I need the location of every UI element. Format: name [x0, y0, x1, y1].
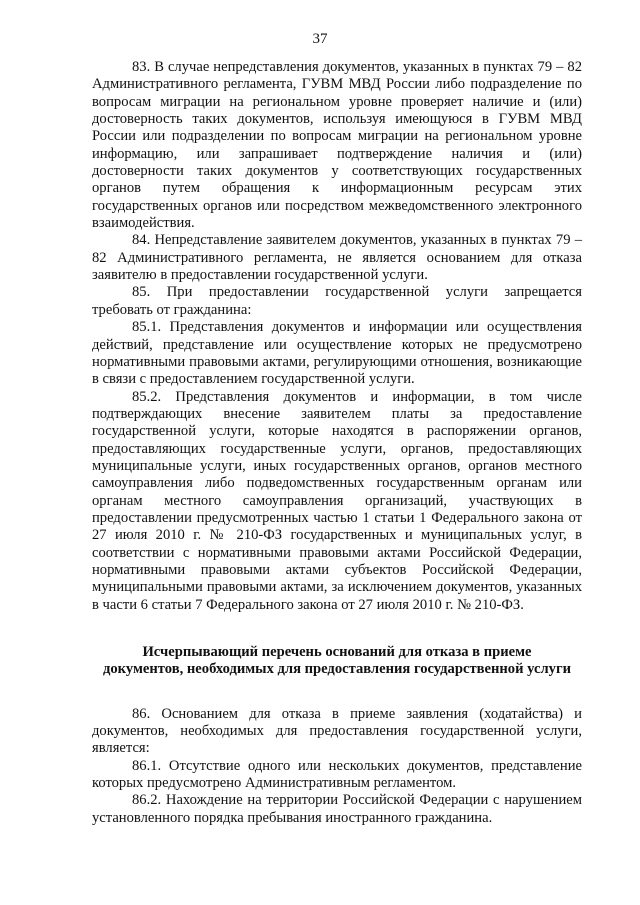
paragraph-85: 85. При предоставлении государственной услуги запрещается требовать от гражданина:: [92, 284, 582, 318]
section-heading: [92, 644, 582, 679]
paragraph-84: 84. Непредставление заявителем документов, указанных в пунктах 79 – 82 Административного регламента, не является основанием для отказа заявителю в предоставлении государственной услуги.: [92, 232, 582, 284]
page-number: 37: [312, 31, 328, 47]
paragraph-86-2: 86.2. Нахождение на территории Российской Федерации с нарушением установленного порядка пребывания иностранного гражданина.: [92, 792, 582, 826]
paragraph-85-1: 85.1. Представления документов и информации или осуществления действий, представление или осуществление которых не предусмотрено нормативными правовыми актами, регулирующими отношения, возникающие в связи с предоставлением государственной услуги.: [92, 319, 582, 388]
paragraph-83: 83. В случае непредставления документов, указанных в пунктах 79 – 82 Административного регламента, ГУВМ МВД России либо подразделение по вопросам миграции на региональном уровне проверяет наличие и (или) достоверность таких документов, используя имеющуюся в ГУВМ МВД России или подразделении по вопросам миграции на региональном уровне информацию, или запрашивает подтверждение наличия и (или) достоверности таких документов у соответствующих государственных органов путем обращения к информационным ресурсам этих государственных органов или посредством межведомственного электронного взаимодействия.: [92, 59, 582, 232]
document-body: [92, 59, 582, 827]
section-heading-line-1: Исчерпывающий перечень оснований для отказа в приеме: [142, 644, 532, 660]
section-heading-line-2: документов, необходимых для предоставления государственной услуги: [103, 661, 571, 678]
paragraph-86: 86. Основанием для отказа в приеме заявления (ходатайства) и документов, необходимых для предоставления государственной услуги, является:: [92, 705, 582, 757]
paragraph-85-2: 85.2. Представления документов и информации, в том числе подтверждающих внесение заявителем платы за предоставление государственной услуги, которые находятся в распоряжении органов, предоставляющих государственные услуги, органов, предоставляющих муниципальные услуги, иных государственных органов, органов местного самоуправления либо подведомственных государственным органам или органам местного самоуправления организаций, участвующих в предоставлении предусмотренных частью 1 статьи 1 Федерального закона от 27 июля 2010 г. № 210-ФЗ государственных и муниципальных услуг, в соответствии с нормативными правовыми актами Российской Федерации, нормативными правовыми актами субъектов Российской Федерации, муниципальными правовыми актами, за исключением документов, указанных в части 6 статьи 7 Федерального закона от 27 июля 2010 г. № 210-ФЗ.: [92, 388, 582, 613]
paragraph-86-1: 86.1. Отсутствие одного или нескольких документов, представление которых предусмотрено Административным регламентом.: [92, 757, 582, 792]
